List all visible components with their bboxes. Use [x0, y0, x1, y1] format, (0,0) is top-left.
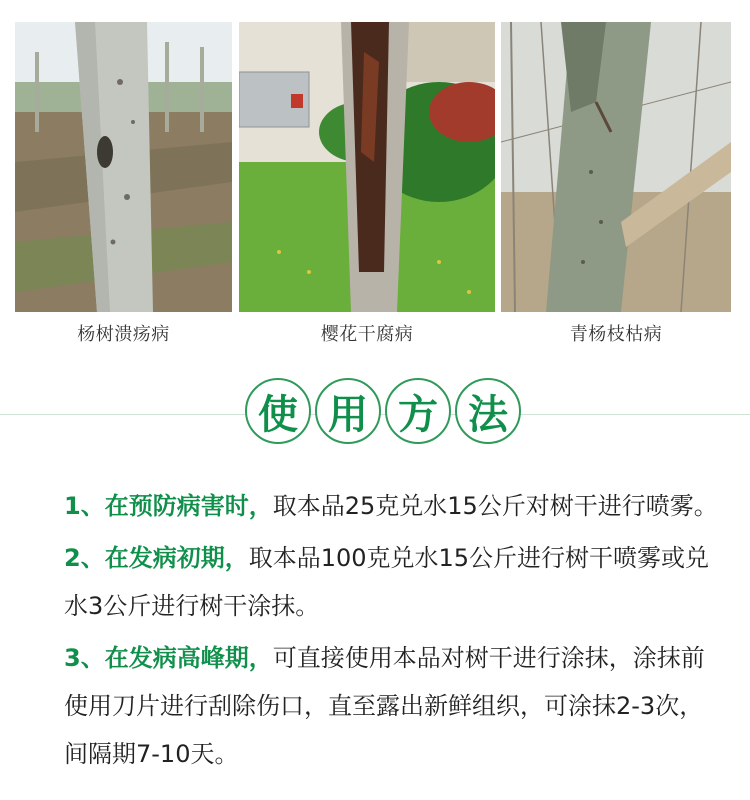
step-1-lead: 1、在预防病害时，	[64, 492, 273, 520]
section-title	[0, 378, 750, 450]
photo-cherry-dry-rot	[239, 22, 495, 312]
photo-poplar-canker	[15, 22, 232, 312]
caption-poplar-canker: 杨树溃疡病	[77, 324, 170, 345]
title-char: 方	[385, 378, 451, 444]
caption-poplar-dieback: 青杨枝枯病	[569, 324, 663, 345]
title-char: 使	[245, 378, 311, 444]
step-3-lead: 3、在发病高峰期，	[64, 644, 273, 672]
step-2-lead: 2、在发病初期，	[64, 544, 249, 572]
caption-cherry-dry-rot: 樱花干腐病	[320, 324, 414, 345]
step-1	[64, 482, 724, 530]
step-3-text: 可直接使用本品对树干进行涂抹，涂抹前使用刀片进行刮除伤口，直至露出新鲜组织，可涂抹2-3次，间隔期7-10天。	[64, 644, 705, 768]
photo-poplar-dieback	[501, 22, 731, 312]
step-2-text: 取本品100克兑水15公斤进行树干喷雾或兑水3公斤进行树干涂抹。	[64, 544, 710, 620]
step-1-text: 取本品25克兑水15公斤对树干进行喷雾。	[272, 492, 718, 520]
usage-steps	[64, 482, 724, 782]
step-3	[64, 634, 724, 778]
title-char: 法	[455, 378, 521, 444]
step-2	[64, 534, 724, 630]
title-char: 用	[315, 378, 381, 444]
